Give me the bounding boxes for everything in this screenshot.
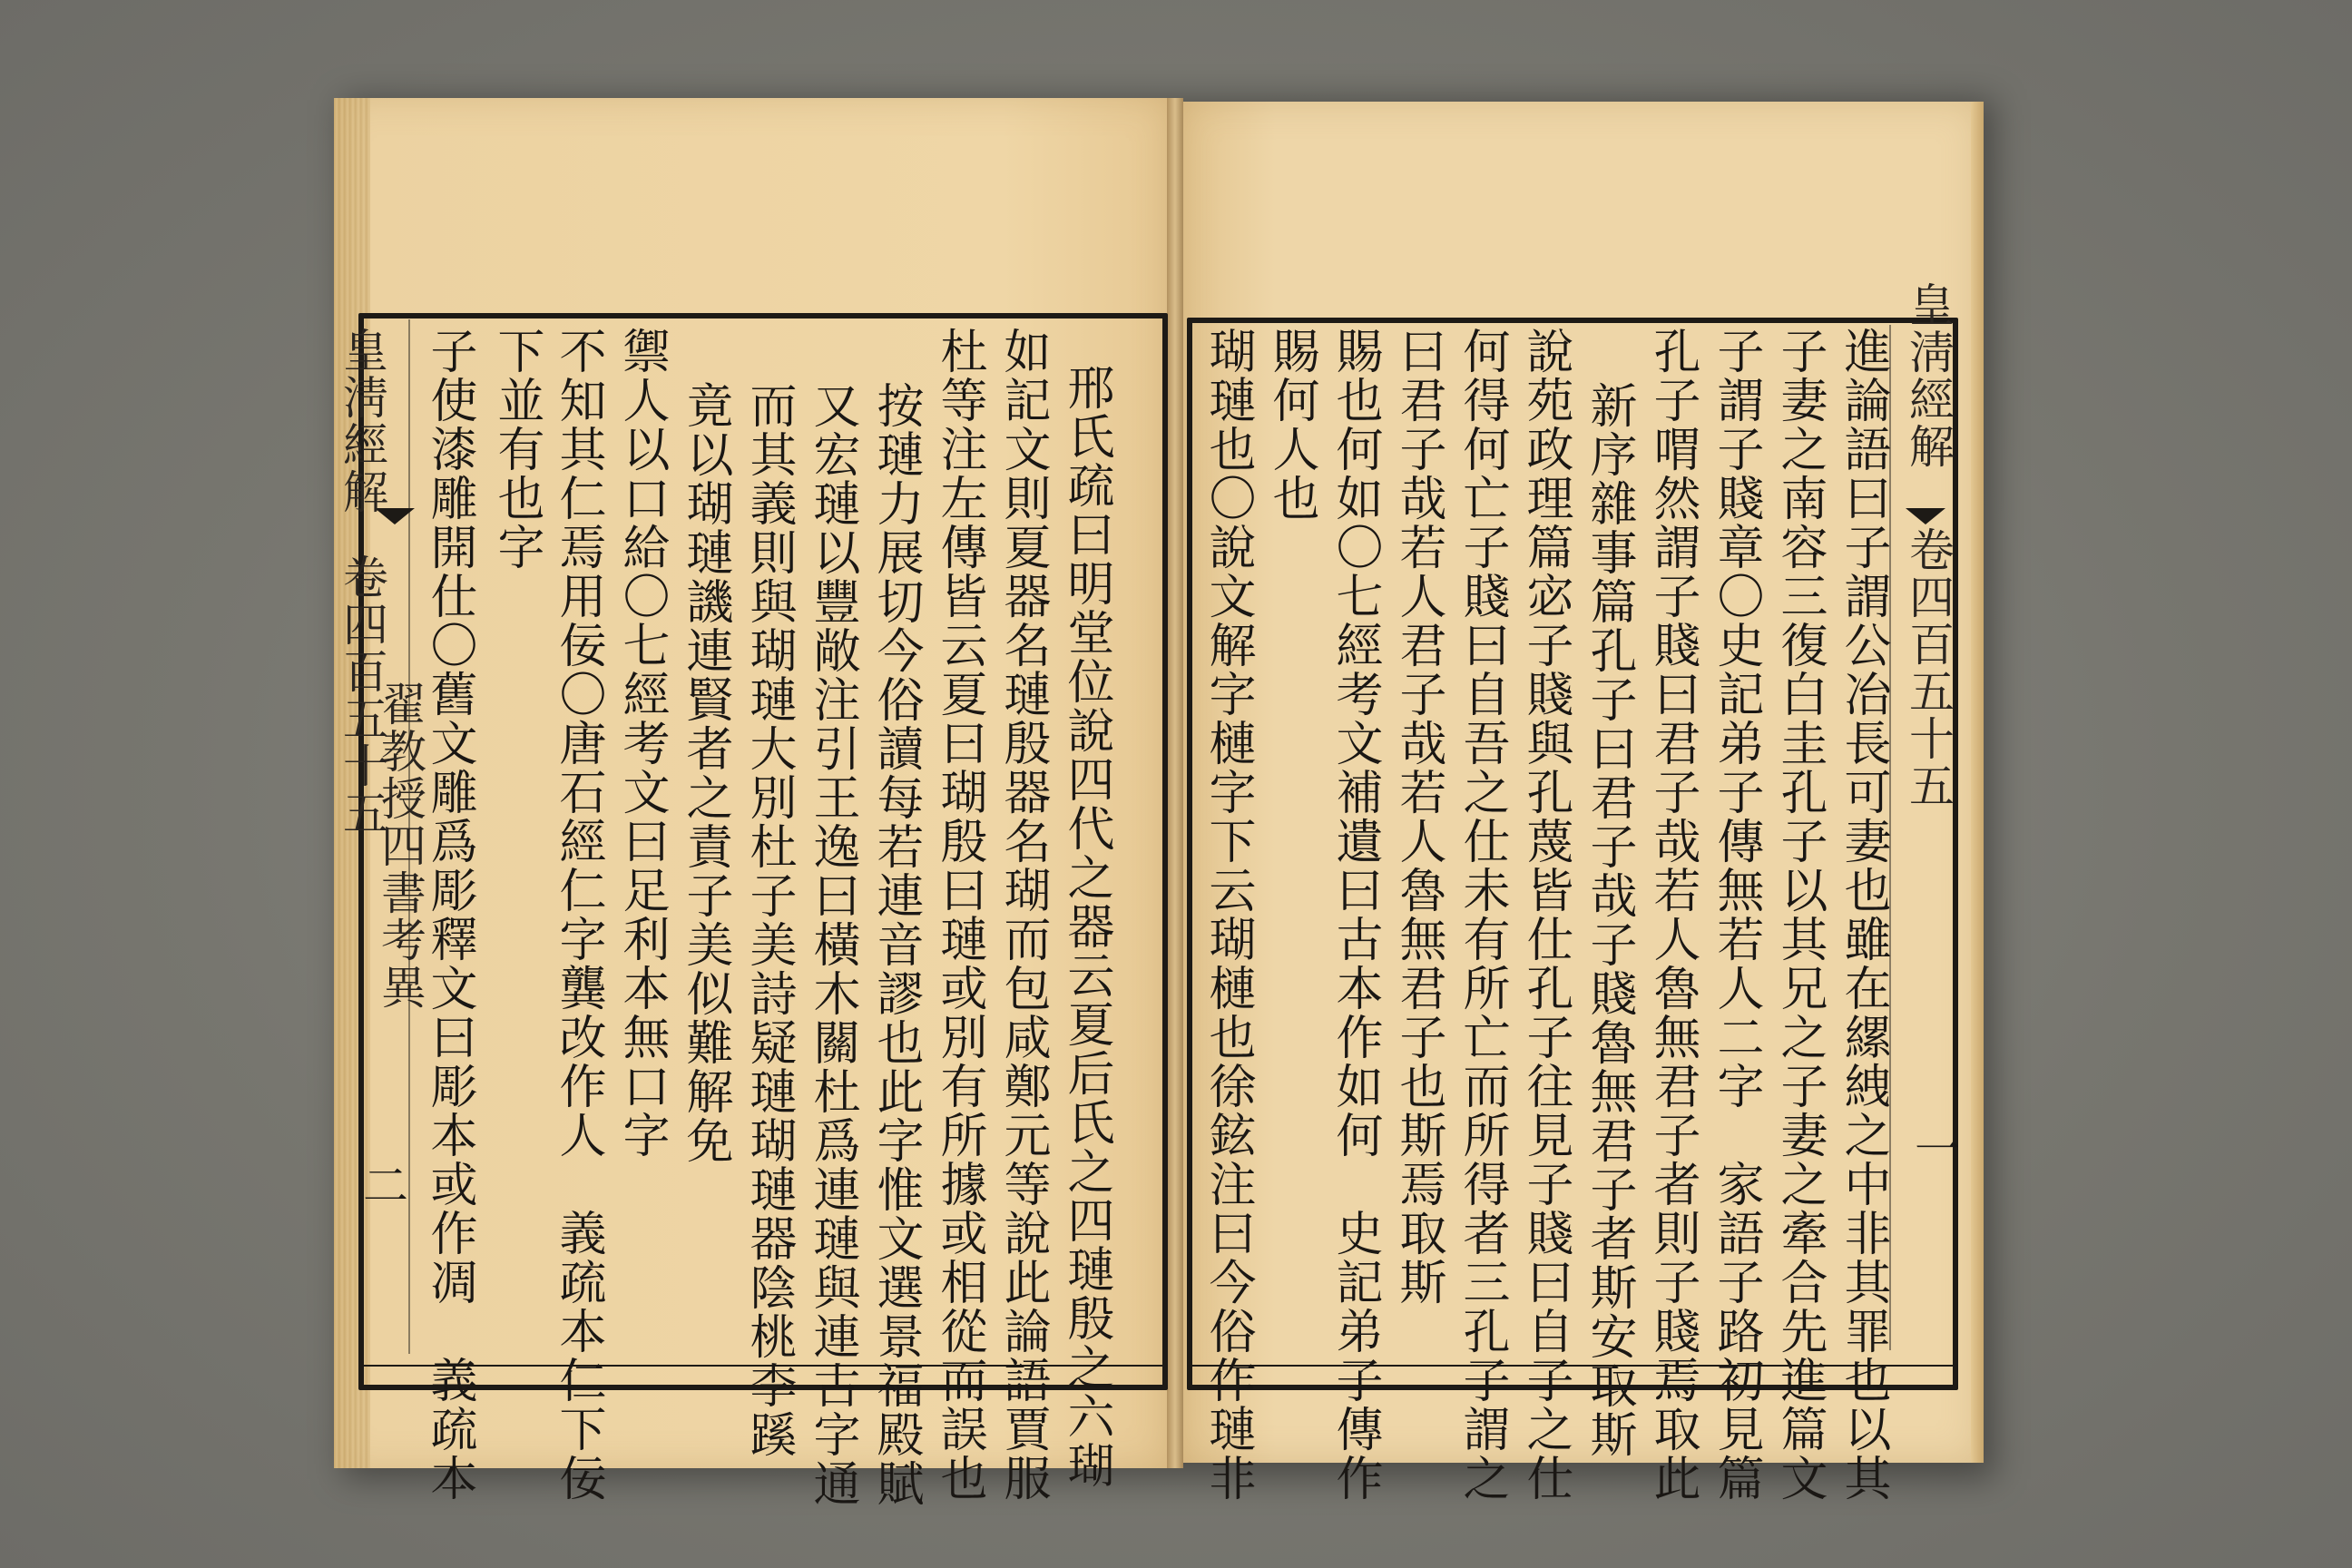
left-column-4: 禦人以口給〇七經考文曰足利本無口字 [614, 327, 669, 1160]
right-column-6: 說苑政理篇宓子賤與孔蔑皆仕孔子往見子賤曰自子之仕 [1518, 327, 1573, 1503]
book-gutter [1167, 98, 1183, 1468]
right-column-2: 子妻之南容三復白圭孔子以其兄之子妻之牽合先進篇文 [1772, 327, 1827, 1503]
right-side-title: 皇淸經解 [1902, 281, 1955, 470]
right-side-volume: 卷四百五十五 [1902, 526, 1955, 809]
left-column-1: 子使漆雕開仕〇舊文雕爲彫釋文曰彫本或作凋 義疏本 [422, 327, 476, 1503]
left-column-5: 竟以瑚璉譏連賢者之責子美似難解免 [678, 381, 732, 1165]
right-fish-tail-mark [1906, 508, 1945, 524]
left-column-2: 下並有也字 [489, 327, 544, 572]
left-side-title: 皇淸經解 [336, 327, 388, 515]
right-column-3: 子謂子賤章〇史記弟子傳無若人二字 家語子路初見篇 [1709, 327, 1763, 1503]
right-column-10: 賜何人也 [1264, 327, 1318, 523]
left-column-11: 邢氏疏曰明堂位說四代之器云夏后氏之四璉殷之六瑚 [1059, 363, 1113, 1490]
left-column-8: 按璉力展切今俗讀每若連音謬也此字惟文選景福殿賦 [868, 381, 923, 1508]
left-side-author: 翟教授四書考異 [374, 681, 426, 1011]
left-column-9: 杜等注左傳皆云夏曰瑚殷曰璉或別有所據或相從而誤也 [932, 327, 986, 1503]
left-column-10: 如記文則夏器名璉殷器名瑚而包咸鄭元等說此論語賈服 [995, 327, 1050, 1503]
right-page-edge [1971, 102, 1984, 1463]
right-column-8: 曰君子哉若人君子哉若人魯無君子也斯焉取斯 [1391, 327, 1446, 1307]
left-column-7: 又宏璉以豐敞注引王逸曰橫木關杜爲連璉與連古字通 [805, 381, 859, 1508]
right-page-number: 一 [1907, 1125, 1960, 1172]
right-column-4: 孔子喟然謂子賤曰君子哉若人魯無君子者則子賤焉取此 [1645, 327, 1700, 1503]
left-column-6: 而其義則與瑚璉大別杜子美詩疑璉瑚璉器陰桃李蹊 [741, 381, 796, 1459]
right-column-11: 瑚璉也〇說文解字槤字下云瑚槤也徐鉉注曰今俗作璉非 [1200, 327, 1255, 1503]
left-side-volume: 卷四百五十五 [336, 554, 388, 837]
left-column-3: 不知其仁焉用佞〇唐石經仁字龔改作人 義疏本仁下佞 [551, 327, 605, 1503]
left-page-number: 二 [356, 1161, 408, 1209]
right-column-9: 賜也何如〇七經考文補遺曰古本作如何 史記弟子傳作 [1328, 327, 1382, 1503]
right-column-7: 何得何亡子賤曰自吾之仕未有所亡而所得者三孔子謂之 [1455, 327, 1509, 1503]
right-column-5: 新序雜事篇孔子曰君子哉子賤魯無君子者斯安取斯 [1582, 381, 1636, 1459]
right-column-1: 進論語曰子謂公冶長可妻也雖在縲絏之中非其罪也以其 [1836, 327, 1890, 1503]
